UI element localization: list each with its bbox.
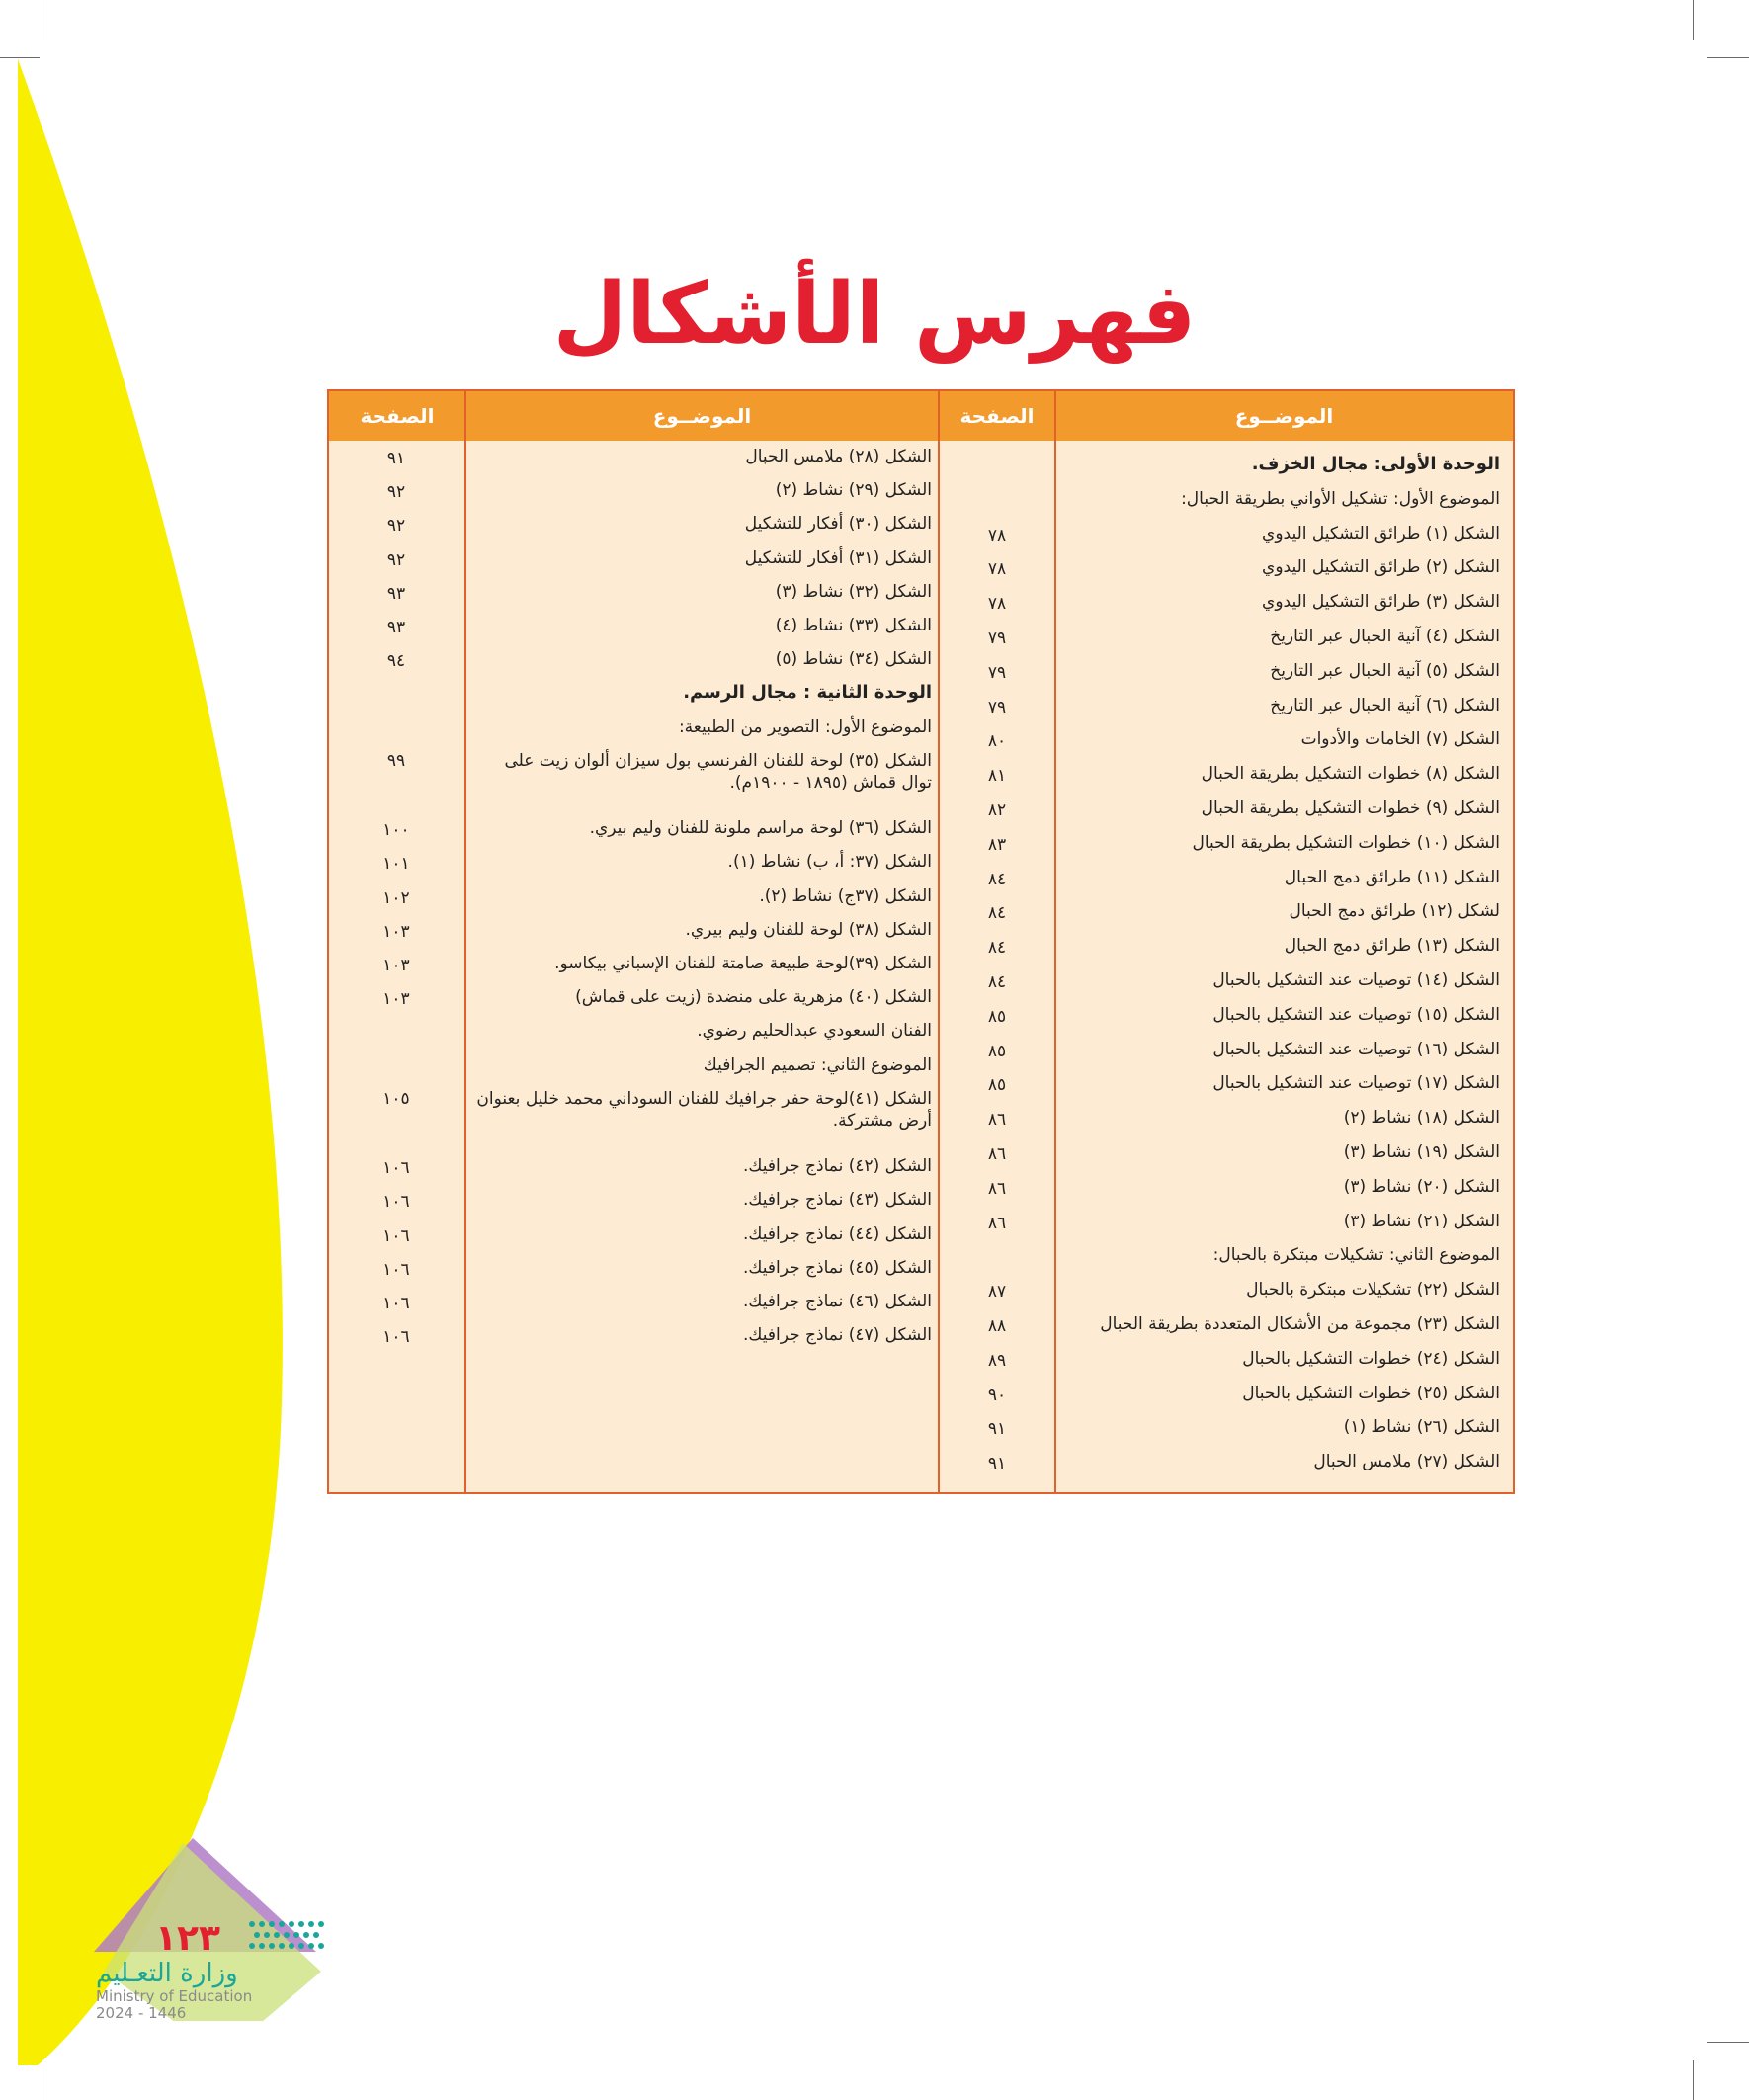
index-entry: الشكل (٤٤) نماذج جرافيك. [743,1223,932,1244]
page-ref: ٩٢ [386,516,406,537]
page-ref: ١٠١ [382,854,410,875]
index-entry: الموضوع الثاني: تصميم الجرافيك [703,1054,932,1075]
index-entry: الشكل (١٣) طرائق دمج الحبال [1284,936,1500,957]
column-divider [938,391,940,1492]
index-entry: الشكل (١٨) نشاط (٢) [1343,1108,1500,1129]
page-ref: ١٠٣ [382,989,410,1010]
page-ref: ٨٤ [987,869,1007,889]
page-ref: ٨٥ [987,1006,1007,1027]
index-entry: الموضوع الأول: تشكيل الأواني بطريقة الحبال: [1181,488,1500,509]
index-entry: الشكل (١) طرائق التشكيل اليدوي [1262,523,1500,544]
index-entry: الموضوع الثاني: تشكيلات مبتكرة بالحبال: [1212,1245,1500,1266]
page-ref: ٨٤ [987,938,1007,959]
index-entry: الشكل (٢٦) نشاط (١) [1343,1417,1500,1438]
page-ref: ٨١ [987,766,1007,787]
page-ref: ٩١ [987,1454,1007,1474]
index-entry: الشكل (٤٧) نماذج جرافيك. [743,1325,932,1346]
crop-mark [1707,2042,1749,2043]
index-entry: الشكل (٣٢) نشاط (٣) [775,581,932,602]
logo-arabic: وزارة التعـليم [96,1959,238,1988]
page-ref: ٩٤ [386,651,406,672]
index-entry: الموضوع الأول: التصوير من الطبيعة: [678,716,932,737]
index-entry: الشكل (٣٧ج) نشاط (٢). [759,885,932,906]
page-ref: ٨٦ [987,1213,1007,1233]
header-page-left: الصفحة [329,391,465,441]
page-ref: ١٠٦ [382,1327,410,1348]
page-ref: ١٠٣ [382,956,410,975]
header-topic-right: الموضــوع [1055,391,1513,441]
page-ref: ١٠٣ [382,921,410,942]
page-ref: ٨٠ [987,731,1007,752]
index-entry: الشكل (٢٢) تشكيلات مبتكرة بالحبال [1246,1280,1500,1301]
crop-mark [1693,2060,1694,2100]
header-topic-left: الموضــوع [465,391,939,441]
page-title: فهرس الأشكال [552,265,1197,364]
page-ref: ١٠٦ [382,1294,410,1313]
index-entry: الشكل (٢٩) نشاط (٢) [775,480,932,501]
page-ref: ٨٥ [987,1041,1007,1061]
index-entry: الشكل (٦) آنية الحبال عبر التاريخ [1270,695,1500,715]
index-entry: الشكل (٢٧) ملامس الحبال [1313,1452,1500,1472]
page-number: ١٢٣ [155,1918,220,1959]
index-entry: الشكل (١٤) توصيات عند التشكيل بالحبال [1212,970,1500,990]
index-entry: الشكل (٢٤) خطوات التشكيل بالحبال [1242,1348,1500,1369]
page-ref: ٨٩ [987,1350,1007,1371]
page-ref: ٩١ [987,1419,1007,1440]
index-entry: الشكل (٣٠) أفكار للتشكيل [744,514,932,535]
page-ref: ٩٢ [386,549,406,570]
page-ref: ٨٤ [987,903,1007,924]
index-entry: الشكل (٤٢) نماذج جرافيك. [743,1156,932,1177]
index-entry: الشكل (٨) خطوات التشكيل بطريقة الحبال [1201,764,1500,785]
page-ref: ٧٩ [987,629,1007,648]
page-ref: ١٠٢ [382,887,410,908]
index-entry: الشكل (٢) طرائق التشكيل اليدوي [1262,557,1500,578]
column-divider [1054,391,1056,1492]
ministry-logo [94,1833,331,2021]
index-entry: الشكل (٤٦) نماذج جرافيك. [743,1292,932,1311]
index-entry: الشكل (٢٠) نشاط (٣) [1343,1176,1500,1197]
column-divider [464,391,466,1492]
page-ref: ٨٤ [987,972,1007,992]
index-entry: الشكل (١٩) نشاط (٣) [1343,1142,1500,1162]
page-ref: ٩٢ [386,482,406,503]
index-entry: الشكل (٢٣) مجموعة من الأشكال المتعددة بطريقة الحبال [1100,1314,1500,1334]
index-entry: الشكل (٤) آنية الحبال عبر التاريخ [1270,627,1500,646]
crop-mark [1693,0,1694,40]
page-ref: ٧٩ [987,662,1007,683]
page-ref: ٨٢ [987,800,1007,820]
index-entry: الشكل (٥) آنية الحبال عبر التاريخ [1270,660,1500,681]
index-table [327,389,1515,1494]
index-entry: الشكل (٢٨) ملامس الحبال [745,447,932,466]
index-entry: الفنان السعودي عبدالحليم رضوي. [697,1021,932,1042]
index-entry: الشكل (١٧) توصيات عند التشكيل بالحبال [1212,1073,1500,1094]
index-entry: الشكل (١٥) توصيات عند التشكيل بالحبال [1212,1004,1500,1025]
index-entry: الشكل (٣) طرائق التشكيل اليدوي [1262,592,1500,613]
page-ref: ٧٨ [987,559,1007,580]
page-ref: ٧٩ [987,697,1007,717]
crop-mark [1707,57,1749,58]
index-entry: الشكل (٢١) نشاط (٣) [1343,1211,1500,1231]
index-entry: الشكل (٣١) أفكار للتشكيل [744,547,932,568]
index-entry: الشكل (٣٤) نشاط (٥) [775,649,932,670]
index-entry: الوحدة الثانية : مجال الرسم. [683,682,932,704]
page-ref: ٨٦ [987,1110,1007,1131]
page-ref: ٨٨ [987,1316,1007,1336]
page-ref: ٩٠ [987,1385,1007,1405]
index-entry: لشكل (١٢) طرائق دمج الحبال [1289,901,1500,922]
header-page-right: الصفحة [939,391,1055,441]
page-ref: ٩٣ [386,618,406,637]
page-ref: ١٠٦ [382,1192,410,1213]
page-ref: ١٠٦ [382,1225,410,1246]
page-ref: ٧٨ [987,594,1007,615]
index-entry: الشكل (٣٩)لوحة طبيعة صامتة للفنان الإسباني بيكاسو. [554,954,932,973]
index-entry: الوحدة الأولى: مجال الخزف. [1251,454,1500,474]
page-ref: ٨٦ [987,1144,1007,1164]
index-entry: الشكل (١٦) توصيات عند التشكيل بالحبال [1212,1039,1500,1059]
index-entry: الشكل (٣٨) لوحة للفنان وليم بيري. [685,919,932,940]
page-ref: ٨٦ [987,1178,1007,1199]
index-entry: الشكل (٩) خطوات التشكيل بطريقة الحبال [1201,798,1500,818]
index-entry: الشكل (٤٠) مزهرية على منضدة (زيت على قماش) [575,987,932,1008]
page-ref: ١٠٦ [382,1259,410,1280]
index-entry: الشكل (١٠) خطوات التشكيل بطريقة الحبال [1192,832,1500,853]
index-entry: الشكل (٤١)لوحة حفر جرافيك للفنان السوداني محمد خليل بعنوان أرض مشتركة. [476,1088,932,1131]
page-ref: ٨٧ [987,1282,1007,1302]
page-ref: ٨٣ [987,834,1007,855]
page-ref: ١٠٠ [382,820,410,841]
page-ref: ٩٩ [386,750,406,771]
page-ref: ٩١ [386,449,406,468]
logo-year: 2024 - 1446 [96,2004,187,2021]
index-entry: الشكل (٤٥) نماذج جرافيك. [743,1257,932,1278]
index-entry: الشكل (٧) الخامات والأدوات [1300,729,1500,750]
index-entry: الشكل (٣٣) نشاط (٤) [775,616,932,635]
index-entry: الشكل (٢٥) خطوات التشكيل بالحبال [1242,1383,1500,1403]
page-ref: ٩٣ [386,583,406,604]
index-entry: الشكل (٣٥) لوحة للفنان الفرنسي بول سيزان ألوان زيت على توال قماش (١٨٩٥ - ١٩٠٠م). [504,750,932,793]
index-entry: الشكل (١١) طرائق دمج الحبال [1284,867,1500,887]
logo-english: Ministry of Education [96,1987,253,2005]
index-entry: الشكل (٣٧: أ، ب) نشاط (١). [727,852,932,873]
page-ref: ٨٥ [987,1075,1007,1096]
page-ref: ١٠٥ [382,1088,410,1109]
page-ref: ١٠٦ [382,1158,410,1179]
index-entry: الشكل (٤٣) نماذج جرافيك. [743,1190,932,1211]
page-ref: ٧٨ [987,525,1007,546]
index-entry: الشكل (٣٦) لوحة مراسم ملونة للفنان وليم بيري. [589,818,932,839]
